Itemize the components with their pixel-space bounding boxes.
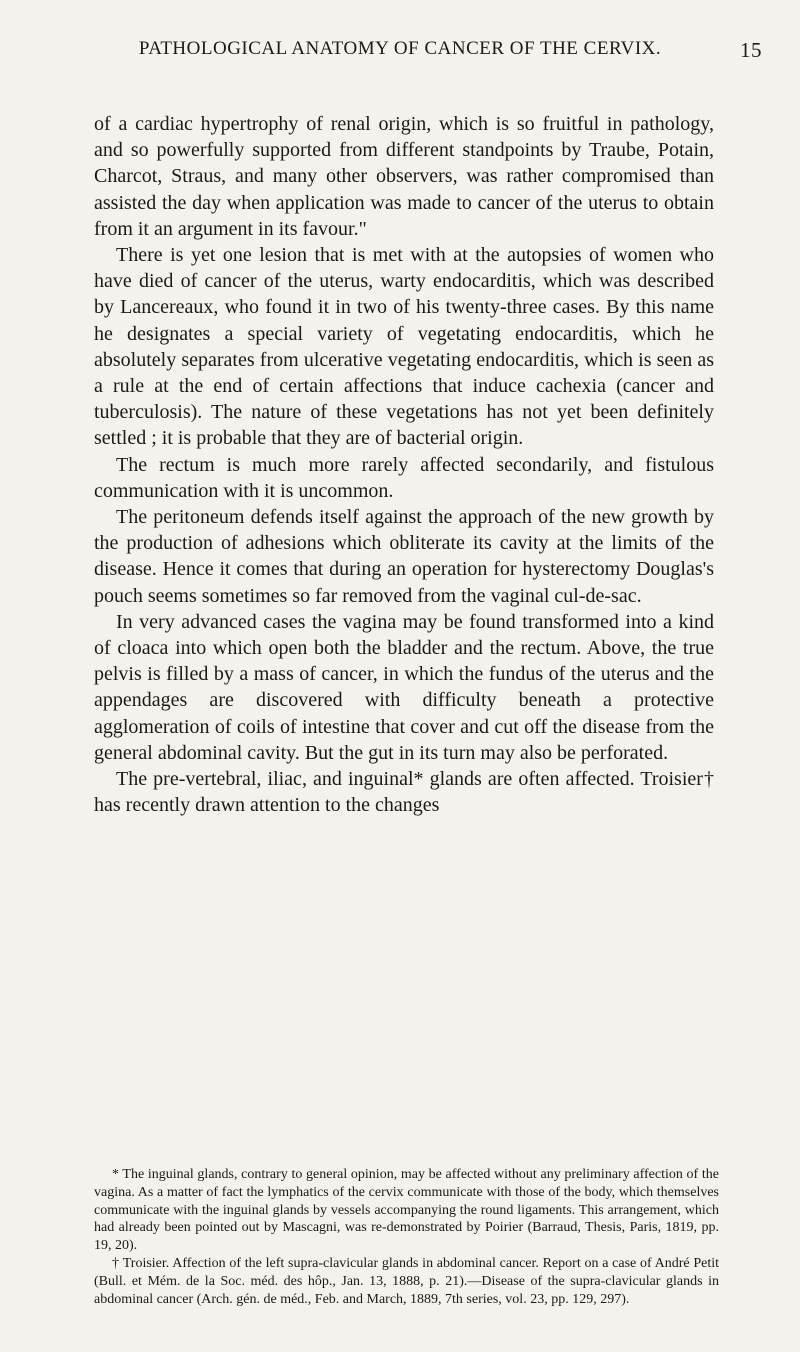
page-header — [0, 38, 800, 60]
paragraph: The rectum is much more rarely affected secondarily, and fistulous communication with it is uncommon. — [94, 453, 714, 502]
paragraph: The pre-vertebral, iliac, and inguinal* glands are often affected. Troisier† has recently drawn attention to the changes — [94, 768, 714, 817]
footnote: * The inguinal glands, contrary to general opinion, may be affected without any preliminary affection of the vagina. As a matter of fact the lymphatics of the cervix communicate with those of the body, which themselves communicate with the inguinal glands by vessels accompanying the round ligaments. This arrangement, which had already been pointed out by Mascagni, was re-demonstrated by Poirier (Barraud, Thesis, Paris, 1819, pp. 19, 20). — [94, 1167, 719, 1254]
footnotes — [94, 1166, 719, 1308]
paragraph: The peritoneum defends itself against the approach of the new growth by the production of adhesions which obliterate its cavity at the limits of the disease. Hence it comes that during an operation for hysterectomy Douglas's pouch seems sometimes so far removed from the vaginal cul-de-sac. — [94, 506, 714, 607]
footnote: † Troisier. Affection of the left supra-clavicular glands in abdominal cancer. Report on a case of André Petit (Bull. et Mém. de la Soc. méd. des hôp., Jan. 13, 1888, p. 21).—Disease of the supra-clavicular glands in abdominal cancer (Arch. gén. de méd., Feb. and March, 1889, 7th series, vol. 23, pp. 129, 297). — [94, 1255, 719, 1307]
page-number: 15 — [740, 38, 762, 62]
paragraph: In very advanced cases the vagina may be found transformed into a kind of cloaca into which open both the bladder and the rectum. Above, the true pelvis is filled by a mass of cancer, in which the fundus of the uterus and the appendages are discovered with difficulty beneath a protective agglomeration of coils of intestine that cover and cut off the disease from the general abdominal cavity. But the gut in its turn may also be perforated. — [94, 610, 714, 764]
running-title: PATHOLOGICAL ANATOMY OF CANCER OF THE CERVIX. — [138, 38, 662, 59]
paragraph: of a cardiac hypertrophy of renal origin, which is so fruitful in pathology, and so powerfully supported from different standpoints by Traube, Potain, Charcot, Straus, and many other observers, was rather compromised than assisted the day when application was made to cancer of the uterus to obtain from it an argument in its favour." — [94, 113, 714, 240]
body-text — [94, 111, 714, 818]
paragraph: There is yet one lesion that is met with at the autopsies of women who have died of cancer of the uterus, warty endocarditis, which was described by Lancereaux, who found it in two of his twenty-three cases. By this name he designates a special variety of vegetating endocarditis, which he absolutely separates from ulcerative vegetating endocarditis, which is seen as a rule at the end of certain affections that induce cachexia (cancer and tuberculosis). The nature of these vegetations has not yet been definitely settled ; it is probable that they are of bacterial origin. — [94, 244, 714, 450]
